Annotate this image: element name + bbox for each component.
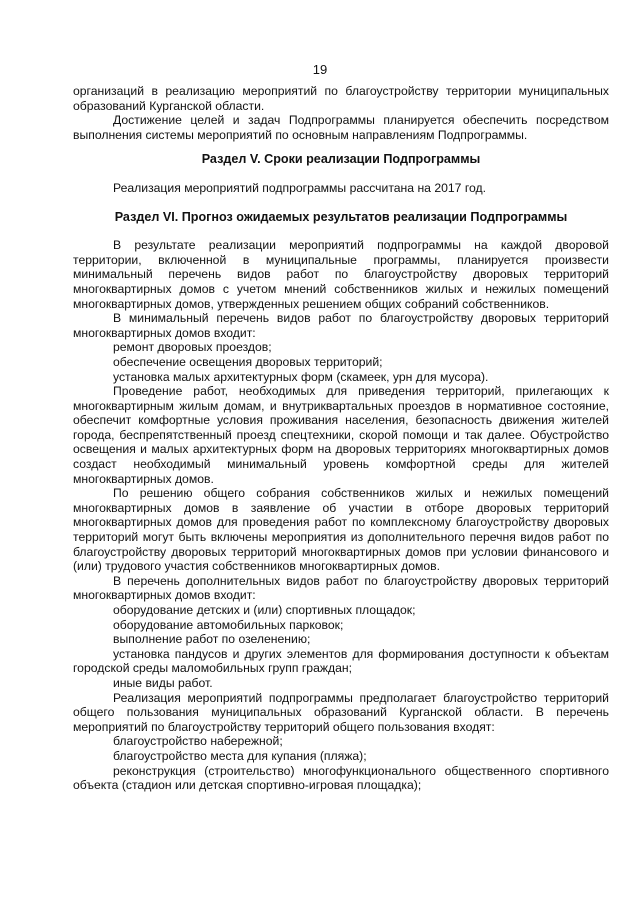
list-item: оборудование детских и (или) спортивных площадок; <box>113 603 416 617</box>
list-item: оборудование автомобильных парковок; <box>113 617 344 632</box>
list-item: обеспечение освещения дворовых территорий; <box>113 354 383 369</box>
list-item: выполнение работ по озеленению; <box>113 632 311 647</box>
list-item: иные виды работ. <box>113 675 213 690</box>
list-item: реконструкция (строительство) многофункционального общественного спортивного объекта (стадион или детская спортивно-игровая площадка); <box>73 763 609 793</box>
list-item: ремонт дворовых проездов; <box>113 340 272 355</box>
list-item: установка пандусов и других элементов для формирования доступности к объектам городской среды маломобильных групп граждан; <box>73 646 609 676</box>
paragraph: В перечень дополнительных видов работ по благоустройству дворовых территорий многоквартирных домов входит: <box>73 573 609 603</box>
paragraph: В минимальный перечень видов работ по благоустройству дворовых территорий многоквартирных домов входит: <box>73 311 609 340</box>
section-5-title: Раздел V. Сроки реализации Подпрограммы <box>201 152 481 167</box>
list-item: благоустройство набережной; <box>113 734 283 749</box>
paragraph: Проведение работ, необходимых для приведения территорий, прилегающих к многоквартирным жилым домам, и внутриквартальных проездов в нормативное состояние, обеспечит комфортные условия проживания населения, безопасность движения жителей города, беспрепятственный проезд спецтехники, скорой помощи и так далее. Обустройство освещения и малых архитектурных форм на дворовых территориях многоквартирных домов создаст необходимый минимальный уровень комфортной среды для жителей многоквартирных домов. <box>73 384 609 486</box>
section-6-title: Раздел VI. Прогноз ожидаемых результатов реализации Подпрограммы <box>114 209 568 224</box>
section-5-text: Реализация мероприятий подпрограммы рассчитана на 2017 год. <box>113 180 487 195</box>
paragraph: В результате реализации мероприятий подпрограммы на каждой дворовой территории, включенной в муниципальные программы, планируется произвести минимальный перечень видов работ по благоустройству дворовых территорий многоквартирных домов с учетом мнений собственников жилых и нежилых помещений многоквартирных домов, утвержденных решением общих собраний собственников. <box>73 238 609 311</box>
page-number: 19 <box>312 62 328 77</box>
paragraph: По решению общего собрания собственников жилых и нежилых помещений многоквартирных домов в заявление об участии в отборе дворовых территорий многоквартирных домов для проведения работ по комплексному благоустройству дворовых территорий могут быть включены мероприятия из дополнительного перечня видов работ по благоустройству дворовых территорий многоквартирных домов при условии финансового и (или) трудового участия собственников многоквартирных домов. <box>73 486 609 574</box>
paragraph: Реализация мероприятий подпрограммы предполагает благоустройство территорий общего пользования муниципальных образований Курганской области. В перечень мероприятий по благоустройству территорий общего пользования входят: <box>73 690 609 734</box>
list-item: благоустройство места для купания (пляжа); <box>113 748 367 763</box>
list-item: установка малых архитектурных форм (скамеек, урн для мусора). <box>113 369 489 384</box>
document-body <box>73 84 609 793</box>
paragraph: Достижение целей и задач Подпрограммы планируется обеспечить посредством выполнения системы мероприятий по основным направлениям Подпрограммы. <box>73 113 609 142</box>
paragraph: организаций в реализацию мероприятий по благоустройству территории муниципальных образований Курганской области. <box>73 84 609 113</box>
